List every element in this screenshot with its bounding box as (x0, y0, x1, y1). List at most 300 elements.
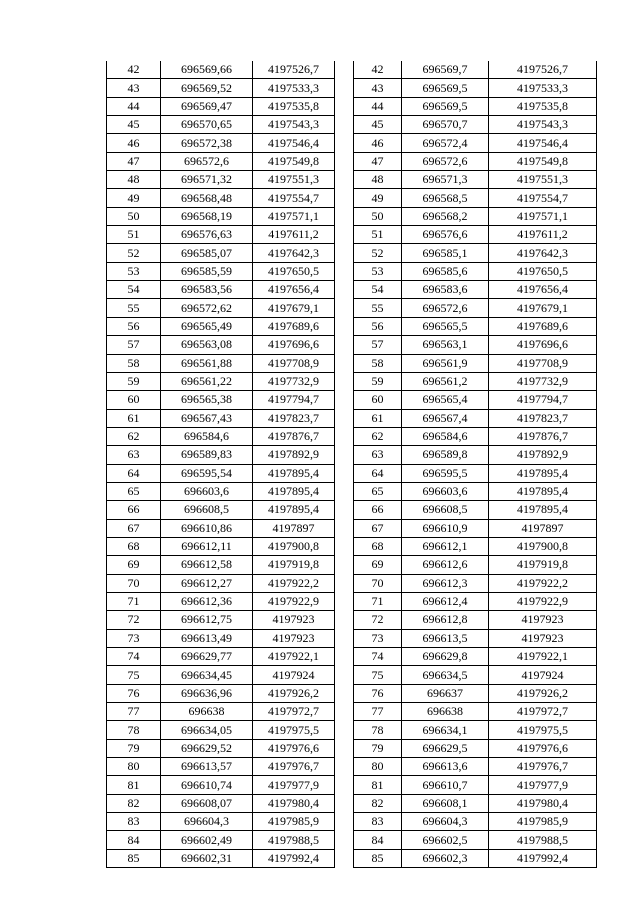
table-row (354, 61, 597, 79)
y-coordinate-cell: 4197533,3 (253, 79, 335, 97)
x-coordinate-cell: 696604,3 (161, 813, 253, 831)
x-coordinate-cell: 696567,43 (161, 409, 253, 427)
point-number-cell: 67 (354, 519, 402, 537)
table-row (107, 721, 335, 739)
y-coordinate-cell: 4197535,8 (253, 97, 335, 115)
y-coordinate-cell: 4197732,9 (489, 372, 597, 390)
table-row (107, 134, 335, 152)
table-row (354, 189, 597, 207)
table-row (107, 849, 335, 867)
point-number-cell: 81 (354, 776, 402, 794)
point-number-cell: 56 (354, 317, 402, 335)
y-coordinate-cell: 4197551,3 (253, 171, 335, 189)
point-number-cell: 74 (107, 648, 161, 666)
x-coordinate-cell: 696572,4 (402, 134, 489, 152)
table-row (354, 281, 597, 299)
x-coordinate-cell: 696589,8 (402, 446, 489, 464)
point-number-cell: 76 (107, 684, 161, 702)
y-coordinate-cell: 4197549,8 (489, 152, 597, 170)
point-number-cell: 68 (354, 537, 402, 555)
x-coordinate-cell: 696634,45 (161, 666, 253, 684)
point-number-cell: 58 (107, 354, 161, 372)
point-number-cell: 79 (354, 739, 402, 757)
y-coordinate-cell: 4197708,9 (489, 354, 597, 372)
point-number-cell: 50 (107, 207, 161, 225)
x-coordinate-cell: 696637 (402, 684, 489, 702)
point-number-cell: 74 (354, 648, 402, 666)
y-coordinate-cell: 4197526,7 (489, 61, 597, 79)
y-coordinate-cell: 4197554,7 (253, 189, 335, 207)
point-number-cell: 65 (107, 482, 161, 500)
x-coordinate-cell: 696569,5 (402, 97, 489, 115)
point-number-cell: 44 (354, 97, 402, 115)
x-coordinate-cell: 696604,3 (402, 813, 489, 831)
point-number-cell: 72 (354, 611, 402, 629)
x-coordinate-cell: 696612,1 (402, 537, 489, 555)
x-coordinate-cell: 696608,07 (161, 794, 253, 812)
point-number-cell: 48 (354, 171, 402, 189)
x-coordinate-cell: 696569,47 (161, 97, 253, 115)
point-number-cell: 47 (107, 152, 161, 170)
table-row (107, 317, 335, 335)
table-row (354, 446, 597, 464)
x-coordinate-cell: 696569,66 (161, 61, 253, 79)
y-coordinate-cell: 4197924 (489, 666, 597, 684)
y-coordinate-cell: 4197571,1 (489, 207, 597, 225)
x-coordinate-cell: 696612,4 (402, 592, 489, 610)
point-number-cell: 66 (107, 501, 161, 519)
y-coordinate-cell: 4197977,9 (489, 776, 597, 794)
point-number-cell: 49 (354, 189, 402, 207)
table-row (354, 501, 597, 519)
table-row (107, 171, 335, 189)
table-row (354, 427, 597, 445)
y-coordinate-cell: 4197992,4 (253, 849, 335, 867)
point-number-cell: 68 (107, 537, 161, 555)
point-number-cell: 59 (107, 372, 161, 390)
point-number-cell: 62 (354, 427, 402, 445)
x-coordinate-cell: 696569,52 (161, 79, 253, 97)
table-row (107, 794, 335, 812)
x-coordinate-cell: 696602,49 (161, 831, 253, 849)
table-row (107, 354, 335, 372)
point-number-cell: 78 (354, 721, 402, 739)
point-number-cell: 48 (107, 171, 161, 189)
table-row (107, 152, 335, 170)
y-coordinate-cell: 4197980,4 (253, 794, 335, 812)
x-coordinate-cell: 696610,86 (161, 519, 253, 537)
table-row (107, 666, 335, 684)
y-coordinate-cell: 4197922,9 (489, 592, 597, 610)
y-coordinate-cell: 4197650,5 (253, 262, 335, 280)
point-number-cell: 51 (354, 226, 402, 244)
table-row (354, 758, 597, 776)
x-coordinate-cell: 696585,59 (161, 262, 253, 280)
x-coordinate-cell: 696608,5 (161, 501, 253, 519)
point-number-cell: 53 (107, 262, 161, 280)
table-row (354, 574, 597, 592)
table-row (107, 446, 335, 464)
point-number-cell: 45 (354, 116, 402, 134)
table-row (354, 354, 597, 372)
point-number-cell: 77 (354, 703, 402, 721)
table-row (354, 79, 597, 97)
point-number-cell: 71 (354, 592, 402, 610)
point-number-cell: 54 (107, 281, 161, 299)
x-coordinate-cell: 696565,5 (402, 317, 489, 335)
x-coordinate-cell: 696595,5 (402, 464, 489, 482)
y-coordinate-cell: 4197823,7 (489, 409, 597, 427)
table-row (354, 482, 597, 500)
y-coordinate-cell: 4197976,6 (253, 739, 335, 757)
point-number-cell: 73 (107, 629, 161, 647)
y-coordinate-cell: 4197919,8 (253, 556, 335, 574)
x-coordinate-cell: 696638 (161, 703, 253, 721)
point-number-cell: 82 (354, 794, 402, 812)
y-coordinate-cell: 4197972,7 (253, 703, 335, 721)
table-row (354, 794, 597, 812)
table-row (354, 299, 597, 317)
x-coordinate-cell: 696602,31 (161, 849, 253, 867)
table-row (107, 281, 335, 299)
x-coordinate-cell: 696613,57 (161, 758, 253, 776)
y-coordinate-cell: 4197923 (489, 611, 597, 629)
table-row (107, 336, 335, 354)
y-coordinate-cell: 4197976,7 (489, 758, 597, 776)
point-number-cell: 83 (107, 813, 161, 831)
table-row (107, 501, 335, 519)
y-coordinate-cell: 4197679,1 (253, 299, 335, 317)
table-row (107, 427, 335, 445)
x-coordinate-cell: 696565,49 (161, 317, 253, 335)
point-number-cell: 63 (107, 446, 161, 464)
x-coordinate-cell: 696612,75 (161, 611, 253, 629)
y-coordinate-cell: 4197895,4 (253, 501, 335, 519)
table-row (107, 391, 335, 409)
x-coordinate-cell: 696634,5 (402, 666, 489, 684)
y-coordinate-cell: 4197696,6 (489, 336, 597, 354)
y-coordinate-cell: 4197876,7 (253, 427, 335, 445)
point-number-cell: 43 (354, 79, 402, 97)
table-row (107, 244, 335, 262)
point-number-cell: 57 (354, 336, 402, 354)
y-coordinate-cell: 4197549,8 (253, 152, 335, 170)
x-coordinate-cell: 696634,05 (161, 721, 253, 739)
table-row (107, 537, 335, 555)
y-coordinate-cell: 4197696,6 (253, 336, 335, 354)
table-row (354, 648, 597, 666)
x-coordinate-cell: 696571,32 (161, 171, 253, 189)
point-number-cell: 42 (354, 61, 402, 79)
point-number-cell: 53 (354, 262, 402, 280)
point-number-cell: 57 (107, 336, 161, 354)
x-coordinate-cell: 696585,07 (161, 244, 253, 262)
point-number-cell: 44 (107, 97, 161, 115)
table-row (107, 226, 335, 244)
point-number-cell: 52 (354, 244, 402, 262)
x-coordinate-cell: 696602,3 (402, 849, 489, 867)
y-coordinate-cell: 4197642,3 (253, 244, 335, 262)
point-number-cell: 75 (354, 666, 402, 684)
x-coordinate-cell: 696568,2 (402, 207, 489, 225)
point-number-cell: 50 (354, 207, 402, 225)
y-coordinate-cell: 4197895,4 (253, 482, 335, 500)
x-coordinate-cell: 696629,5 (402, 739, 489, 757)
y-coordinate-cell: 4197642,3 (489, 244, 597, 262)
table-row (354, 464, 597, 482)
x-coordinate-cell: 696570,65 (161, 116, 253, 134)
table-row (107, 611, 335, 629)
x-coordinate-cell: 696565,4 (402, 391, 489, 409)
point-number-cell: 60 (354, 391, 402, 409)
y-coordinate-cell: 4197900,8 (489, 537, 597, 555)
point-number-cell: 84 (107, 831, 161, 849)
x-coordinate-cell: 696612,58 (161, 556, 253, 574)
table-row (354, 409, 597, 427)
point-number-cell: 61 (354, 409, 402, 427)
point-number-cell: 46 (107, 134, 161, 152)
y-coordinate-cell: 4197926,2 (489, 684, 597, 702)
x-coordinate-cell: 696636,96 (161, 684, 253, 702)
x-coordinate-cell: 696583,56 (161, 281, 253, 299)
y-coordinate-cell: 4197892,9 (489, 446, 597, 464)
x-coordinate-cell: 696585,1 (402, 244, 489, 262)
point-number-cell: 46 (354, 134, 402, 152)
coordinates-table-left (106, 61, 335, 868)
point-number-cell: 51 (107, 226, 161, 244)
y-coordinate-cell: 4197656,4 (253, 281, 335, 299)
y-coordinate-cell: 4197732,9 (253, 372, 335, 390)
y-coordinate-cell: 4197923 (253, 611, 335, 629)
table-row (107, 519, 335, 537)
point-number-cell: 70 (354, 574, 402, 592)
x-coordinate-cell: 696610,9 (402, 519, 489, 537)
y-coordinate-cell: 4197650,5 (489, 262, 597, 280)
point-number-cell: 69 (107, 556, 161, 574)
point-number-cell: 76 (354, 684, 402, 702)
y-coordinate-cell: 4197876,7 (489, 427, 597, 445)
x-coordinate-cell: 696585,6 (402, 262, 489, 280)
x-coordinate-cell: 696572,38 (161, 134, 253, 152)
y-coordinate-cell: 4197546,4 (253, 134, 335, 152)
point-number-cell: 82 (107, 794, 161, 812)
x-coordinate-cell: 696572,6 (402, 152, 489, 170)
x-coordinate-cell: 696568,5 (402, 189, 489, 207)
point-number-cell: 77 (107, 703, 161, 721)
y-coordinate-cell: 4197926,2 (253, 684, 335, 702)
y-coordinate-cell: 4197976,7 (253, 758, 335, 776)
x-coordinate-cell: 696563,08 (161, 336, 253, 354)
y-coordinate-cell: 4197975,5 (253, 721, 335, 739)
table-row (354, 391, 597, 409)
x-coordinate-cell: 696569,7 (402, 61, 489, 79)
table-row (354, 849, 597, 867)
x-coordinate-cell: 696561,9 (402, 354, 489, 372)
table-row (107, 61, 335, 79)
point-number-cell: 67 (107, 519, 161, 537)
y-coordinate-cell: 4197656,4 (489, 281, 597, 299)
table-row (107, 116, 335, 134)
y-coordinate-cell: 4197611,2 (489, 226, 597, 244)
y-coordinate-cell: 4197679,1 (489, 299, 597, 317)
x-coordinate-cell: 696572,6 (402, 299, 489, 317)
point-number-cell: 79 (107, 739, 161, 757)
table-row (354, 537, 597, 555)
x-coordinate-cell: 696572,62 (161, 299, 253, 317)
y-coordinate-cell: 4197551,3 (489, 171, 597, 189)
x-coordinate-cell: 696629,8 (402, 648, 489, 666)
point-number-cell: 80 (107, 758, 161, 776)
x-coordinate-cell: 696563,1 (402, 336, 489, 354)
y-coordinate-cell: 4197976,6 (489, 739, 597, 757)
table-row (354, 116, 597, 134)
x-coordinate-cell: 696608,5 (402, 501, 489, 519)
point-number-cell: 64 (354, 464, 402, 482)
y-coordinate-cell: 4197794,7 (489, 391, 597, 409)
y-coordinate-cell: 4197923 (253, 629, 335, 647)
y-coordinate-cell: 4197689,6 (489, 317, 597, 335)
x-coordinate-cell: 696612,36 (161, 592, 253, 610)
x-coordinate-cell: 696576,63 (161, 226, 253, 244)
table-row (107, 776, 335, 794)
left-table-body (107, 61, 335, 868)
x-coordinate-cell: 696603,6 (161, 482, 253, 500)
table-row (107, 409, 335, 427)
y-coordinate-cell: 4197988,5 (253, 831, 335, 849)
point-number-cell: 52 (107, 244, 161, 262)
coordinates-table-right (353, 61, 597, 868)
point-number-cell: 84 (354, 831, 402, 849)
point-number-cell: 42 (107, 61, 161, 79)
point-number-cell: 59 (354, 372, 402, 390)
point-number-cell: 75 (107, 666, 161, 684)
point-number-cell: 65 (354, 482, 402, 500)
x-coordinate-cell: 696561,22 (161, 372, 253, 390)
table-row (107, 629, 335, 647)
table-row (354, 813, 597, 831)
table-row (107, 648, 335, 666)
y-coordinate-cell: 4197922,1 (253, 648, 335, 666)
table-row (107, 813, 335, 831)
y-coordinate-cell: 4197985,9 (489, 813, 597, 831)
y-coordinate-cell: 4197533,3 (489, 79, 597, 97)
point-number-cell: 69 (354, 556, 402, 574)
point-number-cell: 85 (354, 849, 402, 867)
table-row (354, 226, 597, 244)
table-row (354, 262, 597, 280)
y-coordinate-cell: 4197535,8 (489, 97, 597, 115)
y-coordinate-cell: 4197794,7 (253, 391, 335, 409)
y-coordinate-cell: 4197980,4 (489, 794, 597, 812)
y-coordinate-cell: 4197543,3 (253, 116, 335, 134)
x-coordinate-cell: 696612,8 (402, 611, 489, 629)
y-coordinate-cell: 4197897 (253, 519, 335, 537)
y-coordinate-cell: 4197895,4 (489, 482, 597, 500)
y-coordinate-cell: 4197900,8 (253, 537, 335, 555)
table-row (354, 207, 597, 225)
table-row (107, 556, 335, 574)
table-row (354, 152, 597, 170)
y-coordinate-cell: 4197895,4 (489, 464, 597, 482)
x-coordinate-cell: 696613,49 (161, 629, 253, 647)
y-coordinate-cell: 4197922,9 (253, 592, 335, 610)
y-coordinate-cell: 4197972,7 (489, 703, 597, 721)
point-number-cell: 72 (107, 611, 161, 629)
table-row (354, 703, 597, 721)
y-coordinate-cell: 4197571,1 (253, 207, 335, 225)
x-coordinate-cell: 696610,7 (402, 776, 489, 794)
x-coordinate-cell: 696612,27 (161, 574, 253, 592)
table-row (107, 97, 335, 115)
x-coordinate-cell: 696571,3 (402, 171, 489, 189)
table-row (107, 831, 335, 849)
x-coordinate-cell: 696613,5 (402, 629, 489, 647)
x-coordinate-cell: 696569,5 (402, 79, 489, 97)
y-coordinate-cell: 4197922,1 (489, 648, 597, 666)
y-coordinate-cell: 4197922,2 (489, 574, 597, 592)
x-coordinate-cell: 696561,88 (161, 354, 253, 372)
point-number-cell: 61 (107, 409, 161, 427)
point-number-cell: 60 (107, 391, 161, 409)
point-number-cell: 66 (354, 501, 402, 519)
x-coordinate-cell: 696584,6 (161, 427, 253, 445)
table-row (354, 519, 597, 537)
x-coordinate-cell: 696583,6 (402, 281, 489, 299)
point-number-cell: 56 (107, 317, 161, 335)
y-coordinate-cell: 4197924 (253, 666, 335, 684)
table-row (107, 189, 335, 207)
x-coordinate-cell: 696561,2 (402, 372, 489, 390)
table-row (107, 79, 335, 97)
x-coordinate-cell: 696589,83 (161, 446, 253, 464)
y-coordinate-cell: 4197708,9 (253, 354, 335, 372)
table-row (354, 721, 597, 739)
x-coordinate-cell: 696595,54 (161, 464, 253, 482)
table-row (354, 134, 597, 152)
table-row (354, 592, 597, 610)
table-row (107, 739, 335, 757)
point-number-cell: 49 (107, 189, 161, 207)
right-table-body (354, 61, 597, 868)
table-row (107, 464, 335, 482)
point-number-cell: 54 (354, 281, 402, 299)
y-coordinate-cell: 4197897 (489, 519, 597, 537)
x-coordinate-cell: 696613,6 (402, 758, 489, 776)
x-coordinate-cell: 696565,38 (161, 391, 253, 409)
x-coordinate-cell: 696610,74 (161, 776, 253, 794)
point-number-cell: 55 (107, 299, 161, 317)
point-number-cell: 83 (354, 813, 402, 831)
x-coordinate-cell: 696608,1 (402, 794, 489, 812)
x-coordinate-cell: 696584,6 (402, 427, 489, 445)
x-coordinate-cell: 696629,77 (161, 648, 253, 666)
point-number-cell: 81 (107, 776, 161, 794)
y-coordinate-cell: 4197985,9 (253, 813, 335, 831)
y-coordinate-cell: 4197892,9 (253, 446, 335, 464)
x-coordinate-cell: 696570,7 (402, 116, 489, 134)
y-coordinate-cell: 4197992,4 (489, 849, 597, 867)
x-coordinate-cell: 696612,3 (402, 574, 489, 592)
y-coordinate-cell: 4197919,8 (489, 556, 597, 574)
table-row (107, 299, 335, 317)
table-row (107, 574, 335, 592)
table-row (354, 244, 597, 262)
y-coordinate-cell: 4197546,4 (489, 134, 597, 152)
point-number-cell: 64 (107, 464, 161, 482)
y-coordinate-cell: 4197823,7 (253, 409, 335, 427)
y-coordinate-cell: 4197895,4 (489, 501, 597, 519)
point-number-cell: 78 (107, 721, 161, 739)
